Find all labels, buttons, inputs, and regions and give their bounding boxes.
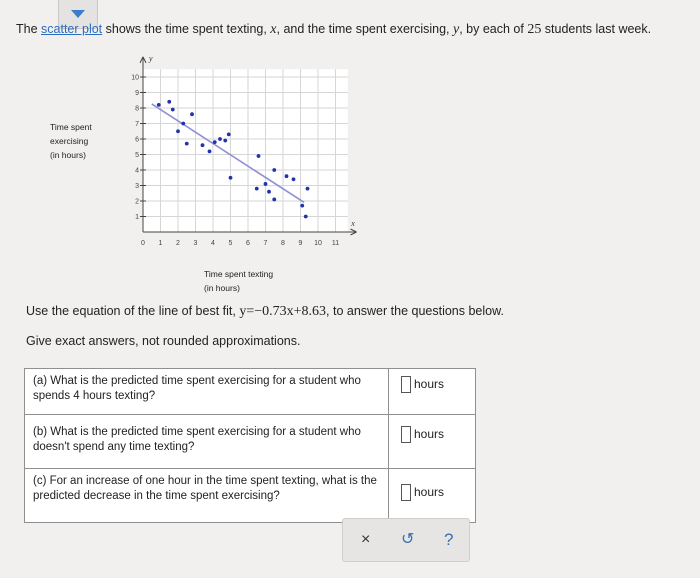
unit-label: hours	[414, 377, 445, 391]
data-point	[157, 103, 161, 107]
data-point	[267, 190, 271, 194]
data-point	[201, 143, 205, 147]
answer-c-input[interactable]	[401, 484, 411, 501]
var-y: y	[453, 22, 460, 37]
y-axis-title-line: exercising	[50, 136, 89, 146]
intro-text: , by each of	[459, 22, 528, 36]
best-fit-equation: y=−0.73x+8.63	[239, 304, 327, 319]
y-tick-label: 6	[135, 136, 139, 144]
data-point	[223, 139, 227, 143]
x-tick-label: 3	[193, 240, 198, 247]
x-axis-letter: x	[351, 219, 355, 228]
data-point	[257, 154, 261, 158]
answer-toolbar	[342, 518, 470, 562]
scatter-plot-link[interactable]: scatter plot	[41, 22, 103, 36]
data-point	[185, 142, 189, 146]
questions-table	[24, 368, 476, 523]
x-axis-title	[204, 267, 273, 295]
unit-label: hours	[414, 427, 445, 441]
y-tick-label: 2	[135, 198, 139, 206]
x-tick-label: 6	[246, 240, 250, 247]
answer-a-input[interactable]	[401, 376, 411, 393]
y-tick-label: 4	[135, 167, 139, 175]
y-tick-label: 9	[135, 90, 139, 97]
data-point	[272, 168, 276, 172]
y-axis-title-line: Time spent	[50, 122, 92, 132]
unit-label: hours	[414, 485, 445, 499]
answer-cell	[389, 469, 476, 523]
y-tick-label: 7	[135, 121, 139, 128]
answer-cell	[389, 369, 476, 415]
y-tick-label: 10	[131, 74, 139, 82]
x-tick-label: 11	[331, 240, 340, 247]
answer-b-input[interactable]	[401, 426, 411, 443]
best-fit-instruction	[26, 304, 504, 320]
y-tick-label: 5	[135, 152, 139, 159]
data-point	[285, 174, 289, 178]
help-button[interactable]: ?	[444, 530, 454, 549]
undo-button[interactable]: ↺	[401, 531, 415, 548]
y-tick-label: 1	[135, 214, 139, 221]
data-point	[300, 204, 304, 208]
clear-button[interactable]: ×	[361, 531, 371, 548]
data-point	[306, 187, 310, 191]
var-x: x	[270, 22, 277, 37]
x-tick-label: 10	[314, 240, 322, 247]
intro-text: The	[16, 22, 42, 36]
exact-answer-instruction: Give exact answers, not rounded approximations.	[26, 334, 301, 348]
data-point	[181, 122, 185, 126]
data-point	[213, 140, 217, 144]
data-point	[255, 187, 259, 191]
data-point	[264, 182, 268, 186]
student-count: 25	[527, 22, 542, 37]
equation-prefix: Use the equation of the line of best fit,	[26, 304, 240, 318]
data-point	[167, 100, 171, 104]
data-point	[229, 176, 233, 180]
plot-background	[143, 69, 348, 232]
x-tick-label: 2	[176, 240, 180, 247]
x-axis-title-line: Time spent texting	[204, 269, 274, 279]
data-point	[304, 215, 308, 219]
intro-text: , and the time spent exercising,	[276, 22, 453, 36]
intro-text: shows the time spent texting,	[102, 22, 271, 36]
x-tick-label: 1	[158, 240, 163, 247]
x-axis-title-line: (in hours)	[204, 283, 240, 293]
question-row	[25, 469, 476, 523]
intro-text: students last week.	[541, 22, 652, 36]
question-row	[25, 369, 476, 415]
y-tick-label: 3	[135, 183, 139, 190]
data-point	[171, 108, 175, 112]
data-point	[190, 112, 194, 116]
answer-cell	[389, 415, 476, 469]
x-tick-label: 0	[141, 240, 145, 247]
data-point	[272, 198, 276, 202]
data-point	[227, 132, 231, 136]
question-b-text: (b) What is the predicted time spent exercising for a student who doesn't spend any time texting?	[25, 415, 389, 469]
x-tick-label: 8	[281, 240, 285, 247]
y-tick-label: 8	[135, 105, 139, 113]
y-axis-title-line: (in hours)	[50, 150, 86, 160]
x-tick-label: 9	[298, 240, 303, 247]
x-tick-label: 5	[228, 240, 233, 247]
equation-suffix: , to answer the questions below.	[326, 304, 504, 318]
question-row	[25, 415, 476, 469]
question-a-text: (a) What is the predicted time spent exercising for a student who spends 4 hours texting?	[25, 369, 389, 415]
x-tick-label: 7	[263, 240, 268, 247]
y-axis-letter: y	[149, 53, 153, 63]
x-tick-label: 4	[211, 240, 215, 247]
data-point	[176, 129, 180, 133]
data-point	[218, 137, 222, 141]
question-c-text: (c) For an increase of one hour in the time spent texting, what is the predicted decrease in the time spent exercising?	[25, 469, 389, 523]
data-point	[292, 177, 296, 181]
data-point	[208, 150, 212, 154]
